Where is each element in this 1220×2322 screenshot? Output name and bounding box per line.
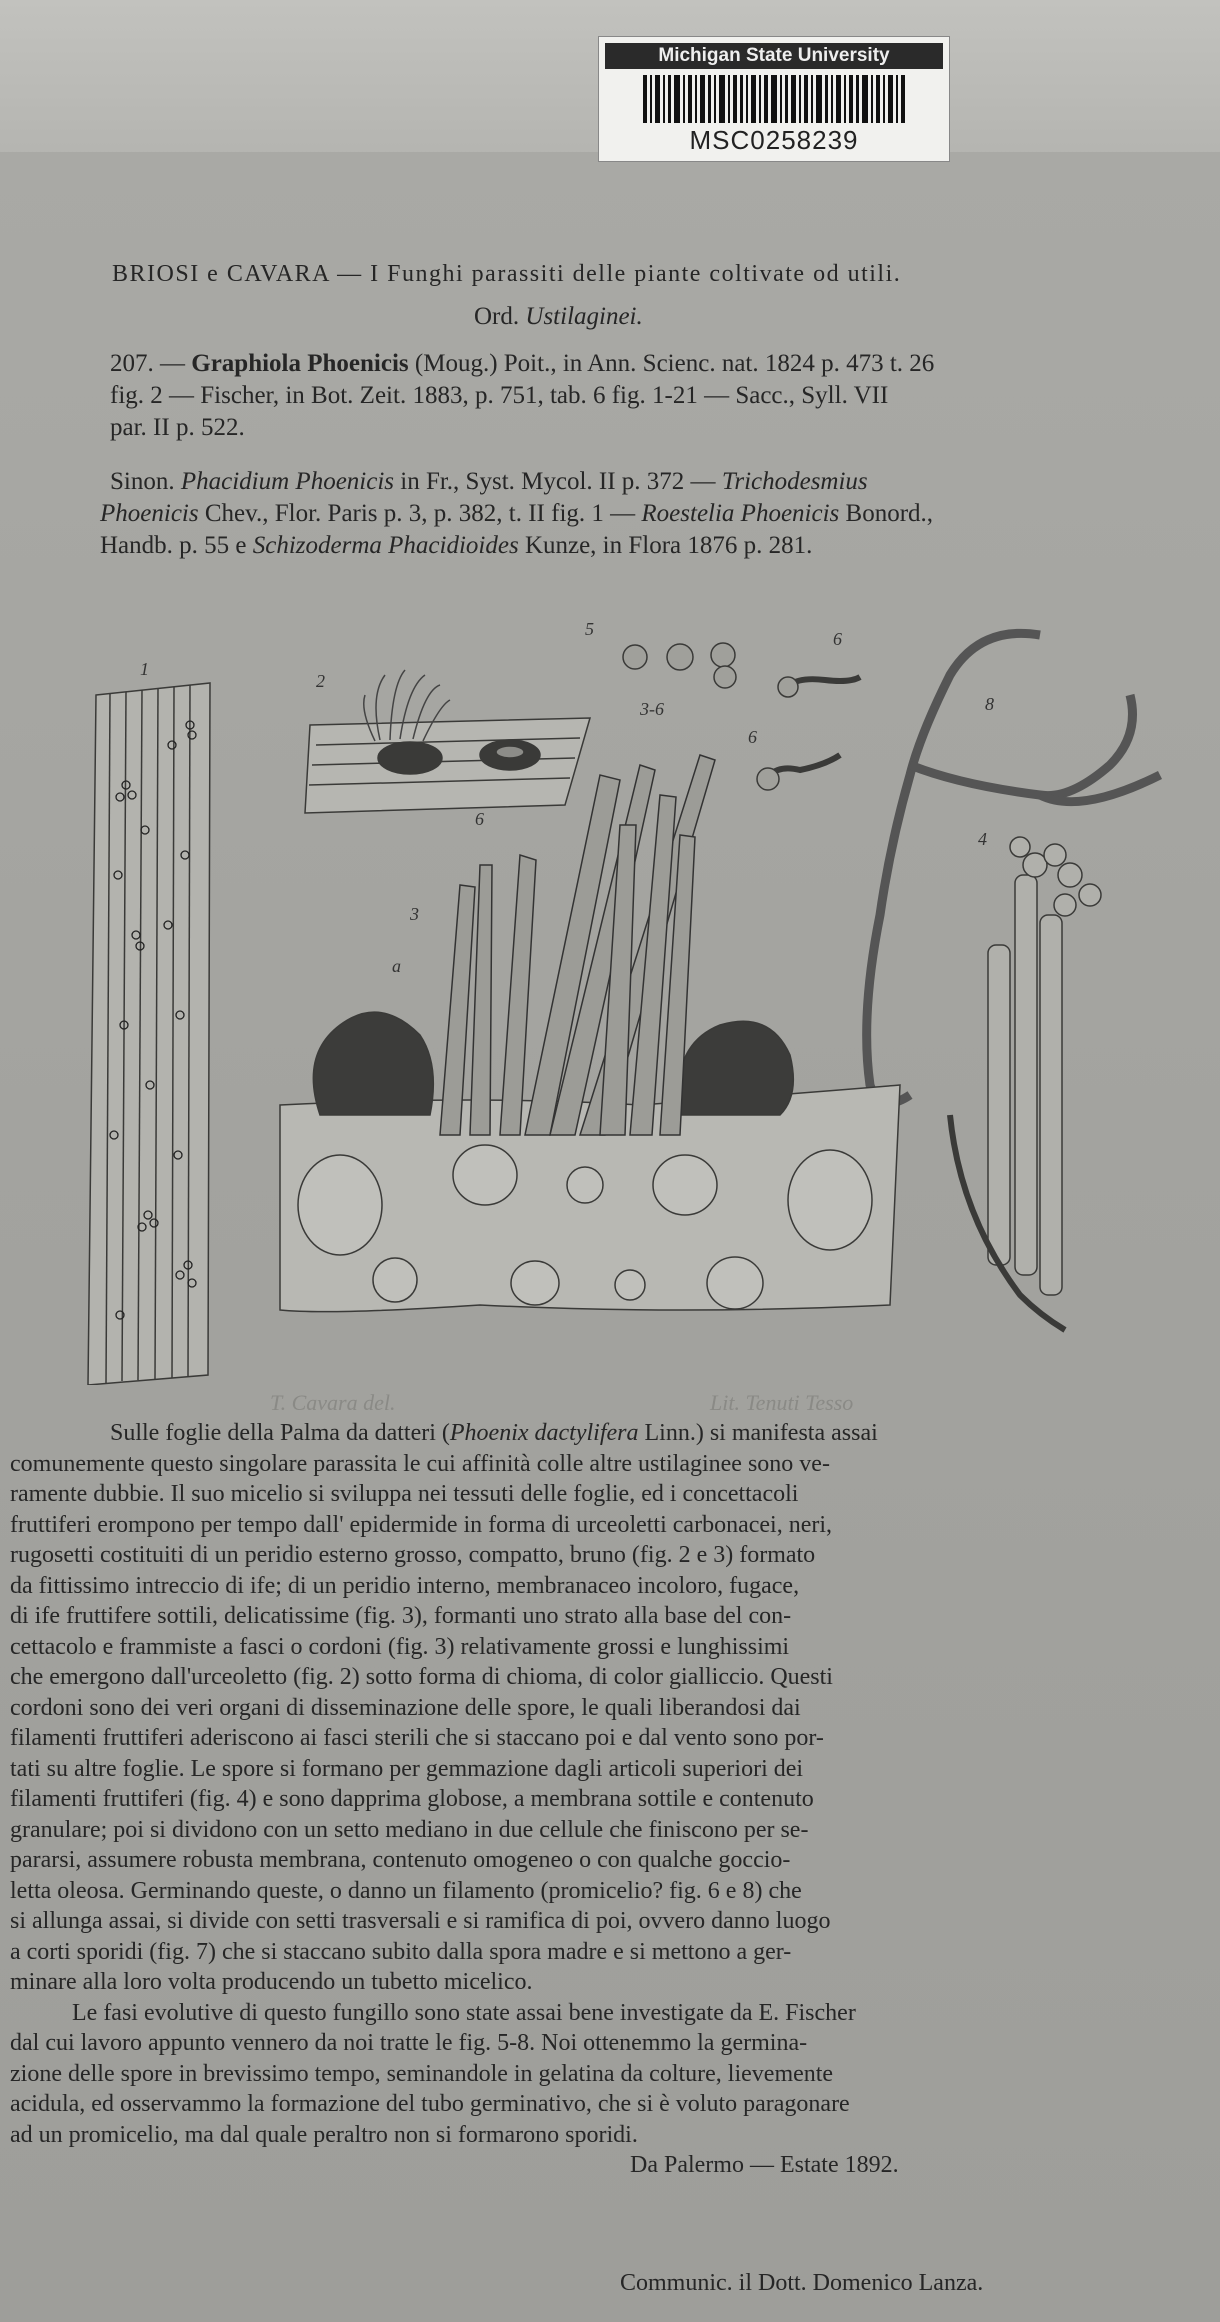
text-line: si allunga assai, si divide con setti trasversali e si ramifica di poi, ovvero danno luogo bbox=[10, 1908, 831, 1934]
synonym-name: Roestelia Phoenicis bbox=[641, 500, 840, 527]
text-line: filamenti fruttiferi aderiscono ai fasci sterili che si staccano poi e dal vento sono por- bbox=[10, 1725, 824, 1751]
synonyms-label: Sinon. bbox=[110, 468, 181, 495]
species-name: Graphiola Phoenicis bbox=[191, 350, 409, 377]
text-line: da fittissimo intreccio di ife; di un peridio interno, membranaceo incoloro, fugace, bbox=[10, 1572, 800, 1599]
figure-label: 6 bbox=[833, 629, 842, 649]
text-line: ad un promicelio, ma dal quale peraltro non si formarono sporidi. bbox=[10, 2121, 638, 2148]
synonym-citation: Kunze, in Flora 1876 p. 281. bbox=[518, 532, 813, 559]
synonym-name: Schizoderma Phacidioides bbox=[252, 532, 519, 559]
text-line: minare alla loro volta producendo un tubetto micelico. bbox=[10, 1969, 533, 1995]
figure-label: a bbox=[392, 956, 401, 976]
order-line bbox=[474, 302, 643, 332]
figure-label: 5 bbox=[585, 619, 594, 639]
text-line: cettacolo e frammiste a fasci o cordoni (fig. 3) relativamente grossi e lunghissimi bbox=[10, 1633, 790, 1660]
figure-label: 6 bbox=[475, 809, 484, 829]
figure-label: 3 bbox=[410, 904, 419, 924]
synonyms-line-2 bbox=[100, 499, 933, 529]
figure-label: 2 bbox=[316, 671, 325, 691]
synonyms-line-3 bbox=[100, 531, 812, 561]
order-name: Ustilaginei. bbox=[525, 303, 643, 330]
text-line: Le fasi evolutive di questo fungillo sono state assai bene investigate da E. Fischer bbox=[72, 1999, 856, 2026]
figure-label: 4 bbox=[978, 829, 987, 849]
synonym-name: Phoenicis bbox=[100, 500, 199, 527]
text-line: ramente dubbie. Il suo micelio si sviluppa nei tessuti delle foglie, ed i concettacoli bbox=[10, 1481, 799, 1507]
synonym-name: Phacidium Phoenicis bbox=[180, 468, 395, 495]
synonyms-line-1 bbox=[110, 467, 868, 497]
text-line: comunemente questo singolare parassita le cui affinità colle altre ustilaginee sono ve- bbox=[10, 1450, 830, 1477]
barcode-label bbox=[598, 36, 950, 162]
text-line: di ife fruttifere sottili, delicatissime (fig. 3), formanti uno strato alla base del con- bbox=[10, 1603, 792, 1629]
lithographer-credit: Lit. Tenuti Tesso bbox=[710, 1390, 854, 1415]
barcode-icon bbox=[643, 75, 905, 123]
text-line: tati su altre foglie. Le spore si formano per gemmazione dagli articoli superiori dei bbox=[10, 1755, 804, 1782]
figure-1-leaf-section bbox=[88, 683, 210, 1385]
synonym-name: Trichodesmius bbox=[721, 468, 868, 495]
text-line: filamenti fruttiferi (fig. 4) e sono dapprima globose, a membrana sottile e contenuto bbox=[10, 1786, 814, 1812]
text-line: zione delle spore in brevissimo tempo, seminandole in gelatina da colture, lievemente bbox=[10, 2060, 834, 2087]
figure-label: 6 bbox=[748, 727, 757, 747]
institution-name: Michigan State University bbox=[605, 43, 943, 69]
illustrator-credit: T. Cavara del. bbox=[270, 1390, 396, 1415]
text-line: cordoni sono dei veri organi di disseminazione delle spore, le quali liberandosi dai bbox=[10, 1694, 801, 1721]
place-date: Da Palermo — Estate 1892. bbox=[630, 2152, 899, 2178]
figure-8-germ-tube bbox=[867, 633, 1160, 1103]
figure-2-fruiting-bodies bbox=[305, 670, 590, 813]
text-line: rugosetti costituiti di un peridio esterno grosso, compatto, bruno (fig. 2 e 3) formato bbox=[10, 1542, 816, 1568]
text-line: dal cui lavoro appunto vennero da noi tratte le fig. 5-8. Noi ottenemmo la germina- bbox=[10, 2030, 808, 2056]
synonym-citation: Chev., Flor. Paris p. 3, p. 382, t. II fig. 1 — bbox=[198, 500, 642, 527]
text-line: che emergono dall'urceoletto (fig. 2) sotto forma di chioma, di color gialliccio. Questi bbox=[10, 1664, 833, 1690]
figure-label: 8 bbox=[985, 694, 994, 714]
text-line: acidula, ed osservammo la formazione del tubo germinativo, che si è voluto paragonare bbox=[10, 2091, 850, 2117]
order-prefix: Ord. bbox=[474, 303, 520, 330]
synonym-citation: in Fr., Syst. Mycol. II p. 372 — bbox=[394, 468, 722, 495]
text-line: a corti sporidi (fig. 7) che si staccano subito dalla spora madre e si mettono a ger- bbox=[10, 1938, 792, 1965]
text-line: letta oleosa. Germinando queste, o danno un filamento (promicelio? fig. 6 e 8) che bbox=[10, 1877, 802, 1904]
description-text bbox=[10, 1418, 1200, 2181]
figure-4-spore-chains bbox=[950, 837, 1101, 1330]
series-title: BRIOSI e CAVARA — I Funghi parassiti delle piante coltivate od utili. bbox=[112, 261, 902, 287]
text-line: fruttiferi erompono per tempo dall' epidermide in forma di urceoletti carbonacei, neri, bbox=[10, 1511, 832, 1538]
entry-citation: (Moug.) Poit., in Ann. Scienc. nat. 1824 p. 473 t. 26 bbox=[408, 350, 935, 377]
figure-label: 3-6 bbox=[640, 699, 664, 719]
catalog-number: MSC0258239 bbox=[689, 125, 859, 155]
figure-3-section bbox=[280, 755, 900, 1312]
text-line: pararsi, assumere robusta membrana, contenuto omogeneo o con qualche goccio- bbox=[10, 1847, 791, 1873]
synonym-citation: Bonord., bbox=[839, 500, 934, 527]
communicator-line: Communic. il Dott. Domenico Lanza. bbox=[620, 2270, 984, 2296]
figure-label: 1 bbox=[140, 659, 149, 679]
entry-line-1 bbox=[110, 349, 934, 379]
entry-number: 207. — bbox=[110, 350, 192, 377]
text-line: Sulle foglie della Palma da datteri (Phoenix dactylifera Linn.) si manifesta assai bbox=[110, 1420, 878, 1446]
botanical-illustration bbox=[80, 615, 1180, 1385]
synonym-citation: Handb. p. 55 e bbox=[100, 532, 253, 559]
entry-line-2: fig. 2 — Fischer, in Bot. Zeit. 1883, p. 751, tab. 6 fig. 1-21 — Sacc., Syll. VII bbox=[110, 382, 889, 409]
text-line: granulare; poi si dividono con un setto mediano in due cellule che finiscono per se- bbox=[10, 1816, 809, 1843]
entry-line-3: par. II p. 522. bbox=[110, 414, 245, 441]
